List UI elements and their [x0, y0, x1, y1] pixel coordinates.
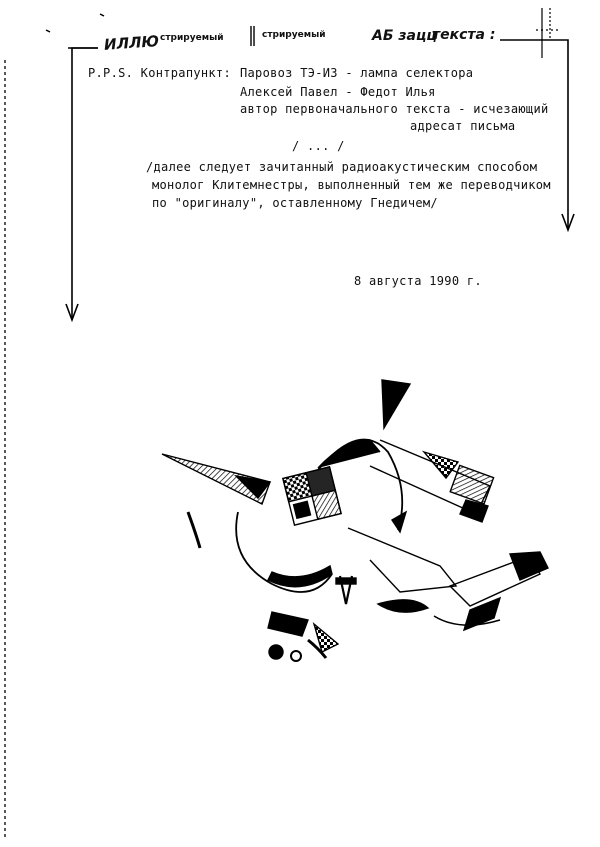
pps-line-4: адресат письма	[410, 119, 516, 133]
corner-mark	[536, 8, 560, 58]
pps-line-2: Алексей Павел - Федот Илья	[240, 85, 436, 99]
ellipsis: / ... /	[292, 139, 345, 153]
handwritten-initials: АБ зацц	[372, 28, 437, 44]
note-line-1: /далее следует зачитанный радиоакустическим способом	[146, 160, 538, 174]
date-line: 8 августа 1990 г.	[354, 274, 482, 288]
note-line-3: по "оригиналу", оставленному Гнедичем/	[152, 196, 438, 210]
pps-line-3: автор первоначального текста - исчезающий	[240, 102, 549, 116]
right-bracket-line	[500, 40, 568, 228]
pps-label: P.P.S. Контрапункт:	[88, 66, 231, 80]
left-bracket-line	[72, 48, 98, 318]
handwritten-text-label: текста :	[432, 27, 496, 43]
dash-marks	[46, 14, 104, 48]
stamp-separator	[251, 26, 254, 46]
handwritten-prefix: ИЛЛЮ	[103, 32, 160, 54]
collage-drawing	[162, 380, 548, 661]
stamp-text-left: стрируемый	[160, 33, 224, 43]
pps-line-1: Паровоз ТЭ-ИЗ - лампа селектора	[240, 66, 474, 80]
stamp-text-right: стрируемый	[262, 30, 326, 40]
note-line-2: монолог Клитемнестры, выполненный тем же переводчиком	[152, 178, 551, 192]
